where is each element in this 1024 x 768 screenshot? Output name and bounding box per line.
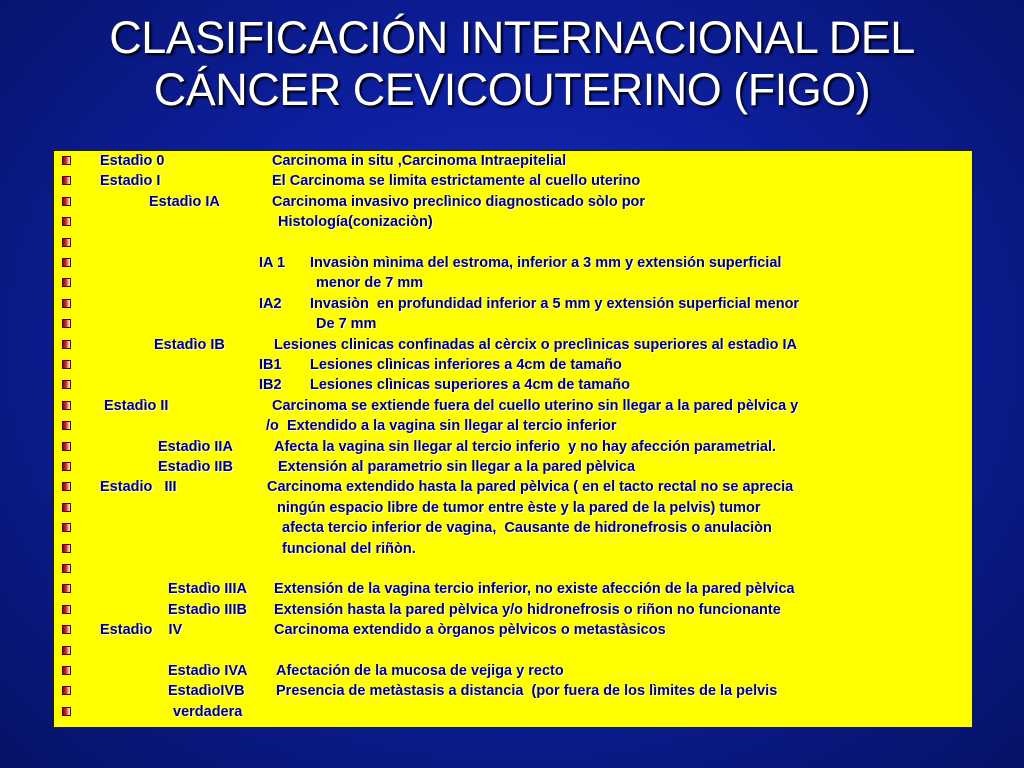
- list-item: [54, 151, 970, 171]
- list-item: [54, 192, 970, 212]
- bullet-icon: [62, 421, 71, 430]
- title-line-1: CLASIFICACIÓN INTERNACIONAL DEL: [109, 12, 915, 63]
- stage-label: IA 1: [259, 255, 286, 271]
- stage-label: IB2: [259, 377, 282, 394]
- list-item: [54, 539, 970, 559]
- stage-label: Estadìo IIIB: [168, 601, 247, 618]
- list-item: [54, 212, 970, 232]
- bullet-icon: [62, 176, 71, 185]
- list-item: [54, 396, 970, 416]
- stage-description: Carcinoma se extiende fuera del cuello uterino sin llegar a la pared pèlvica y: [272, 397, 799, 414]
- title-line-2: CÁNCER CEVICOUTERINO (FIGO): [153, 64, 871, 115]
- stage-description: funcional del riñòn.: [282, 540, 416, 557]
- stage-label: Estadìo IB: [154, 336, 225, 353]
- bullet-icon: [62, 217, 71, 226]
- bullet-icon: [62, 340, 71, 349]
- stage-description: menor de 7 mm: [316, 275, 424, 292]
- list-item: [54, 661, 970, 681]
- bullet-icon: [62, 605, 71, 614]
- bullet-icon: [62, 646, 71, 655]
- list-item: [54, 457, 970, 477]
- bullet-icon: [62, 523, 71, 532]
- stage-label: Estadio III: [100, 479, 177, 496]
- bullet-icon: [62, 666, 71, 675]
- stage-label: Estadìo I: [100, 173, 161, 190]
- list-item: [54, 600, 970, 620]
- list-item: [54, 641, 970, 661]
- stage-label: Estadìo IIIA: [168, 581, 247, 598]
- stage-label: EstadìoIVB: [168, 683, 245, 700]
- stage-description: Lesiones clìnicas superiores a 4cm de tamaño: [310, 377, 630, 394]
- stage-description: Carcinoma in situ ,Carcinoma Intraepitelial: [272, 153, 567, 169]
- stage-label: IB1: [259, 357, 282, 373]
- stage-description: Invasiòn en profundidad inferior a 5 mm y extensión superficial menor: [310, 295, 800, 312]
- list-item: [54, 233, 970, 253]
- stage-label: Estadìo IV: [100, 622, 183, 639]
- list-item: [54, 416, 970, 436]
- stage-description: De 7 mm: [316, 316, 377, 333]
- list-item: [54, 171, 970, 191]
- classification-panel: [53, 150, 973, 728]
- stage-label: Estadìo II: [104, 397, 169, 414]
- list-item: [54, 253, 970, 273]
- bullet-icon: [62, 258, 71, 267]
- list-item: [54, 335, 970, 355]
- list-item: [54, 579, 970, 599]
- stage-description: Lesiones clìnicas inferiores a 4cm de tamaño: [310, 357, 622, 373]
- list-item: [54, 294, 970, 314]
- slide-title: [0, 12, 1024, 116]
- stage-description: Extensión al parametrio sin llegar a la pared pèlvica: [278, 459, 636, 475]
- bullet-icon: [62, 564, 71, 573]
- stage-label: Estadìo IIB: [158, 459, 233, 475]
- stage-description: Invasiòn mìnima del estroma, inferior a 3 mm y extensión superficial: [310, 255, 782, 271]
- bullet-icon: [62, 380, 71, 389]
- bullet-icon: [62, 299, 71, 308]
- stage-description: Afectación de la mucosa de vejiga y recto: [276, 663, 564, 679]
- bullet-icon: [62, 197, 71, 206]
- list-item: [54, 437, 970, 457]
- bullet-icon: [62, 584, 71, 593]
- bullet-icon: [62, 707, 71, 716]
- list-item: [54, 620, 970, 640]
- stage-description: Presencia de metàstasis a distancia (por fuera de los lìmites de la pelvis: [276, 683, 778, 700]
- bullet-icon: [62, 278, 71, 287]
- stage-description: Lesiones clinicas confinadas al cèrcix o preclìnicas superiores al estadìo IA: [274, 336, 798, 353]
- stage-description: Carcinoma extendido hasta la pared pèlvica ( en el tacto rectal no se aprecia: [267, 479, 794, 496]
- list-item: [54, 314, 970, 334]
- list-item: [54, 375, 970, 395]
- stage-label: Estadìo IVA: [168, 663, 248, 679]
- stage-description: Histología(conizaciòn): [278, 214, 433, 231]
- list-item: [54, 477, 970, 497]
- stage-description: verdadera: [173, 703, 243, 720]
- stage-label: Estadìo IA: [149, 193, 220, 210]
- bullet-icon: [62, 156, 71, 165]
- list-item: [54, 273, 970, 293]
- bullet-icon: [62, 462, 71, 471]
- list-item: [54, 518, 970, 538]
- bullet-icon: [62, 319, 71, 328]
- list-item: [54, 355, 970, 375]
- stage-label: Estadìo IIA: [158, 438, 233, 455]
- stage-description: ningún espacio libre de tumor entre èste y la pared de la pelvis) tumor: [277, 499, 761, 516]
- stage-description: afecta tercio inferior de vagina, Causante de hidronefrosis o anulaciòn: [282, 520, 772, 537]
- list-item: [54, 681, 970, 701]
- stage-description: /o Extendido a la vagina sin llegar al tercio inferior: [266, 418, 617, 435]
- stage-description: El Carcinoma se limita estrictamente al cuello uterino: [272, 173, 641, 190]
- bullet-icon: [62, 401, 71, 410]
- stage-description: Afecta la vagina sin llegar al tercio inferio y no hay afección parametrial.: [274, 438, 777, 455]
- stage-label: Estadìo 0: [100, 153, 165, 169]
- stage-description: Extensión de la vagina tercio inferior, no existe afección de la pared pèlvica: [274, 581, 795, 598]
- list-item: [54, 559, 970, 579]
- stage-description: Extensión hasta la pared pèlvica y/o hidronefrosis o riñon no funcionante: [274, 601, 781, 618]
- bullet-icon: [62, 686, 71, 695]
- bullet-icon: [62, 544, 71, 553]
- stage-description: Carcinoma extendido a òrganos pèlvicos o metastàsicos: [274, 622, 666, 639]
- bullet-icon: [62, 360, 71, 369]
- stage-description: Carcinoma invasivo preclìnico diagnosticado sòlo por: [272, 193, 646, 210]
- bullet-icon: [62, 625, 71, 634]
- bullet-icon: [62, 503, 71, 512]
- stage-label: IA2: [259, 295, 282, 312]
- list-item: [54, 498, 970, 518]
- bullet-icon: [62, 442, 71, 451]
- bullet-icon: [62, 238, 71, 247]
- list-item: [54, 702, 970, 722]
- bullet-icon: [62, 482, 71, 491]
